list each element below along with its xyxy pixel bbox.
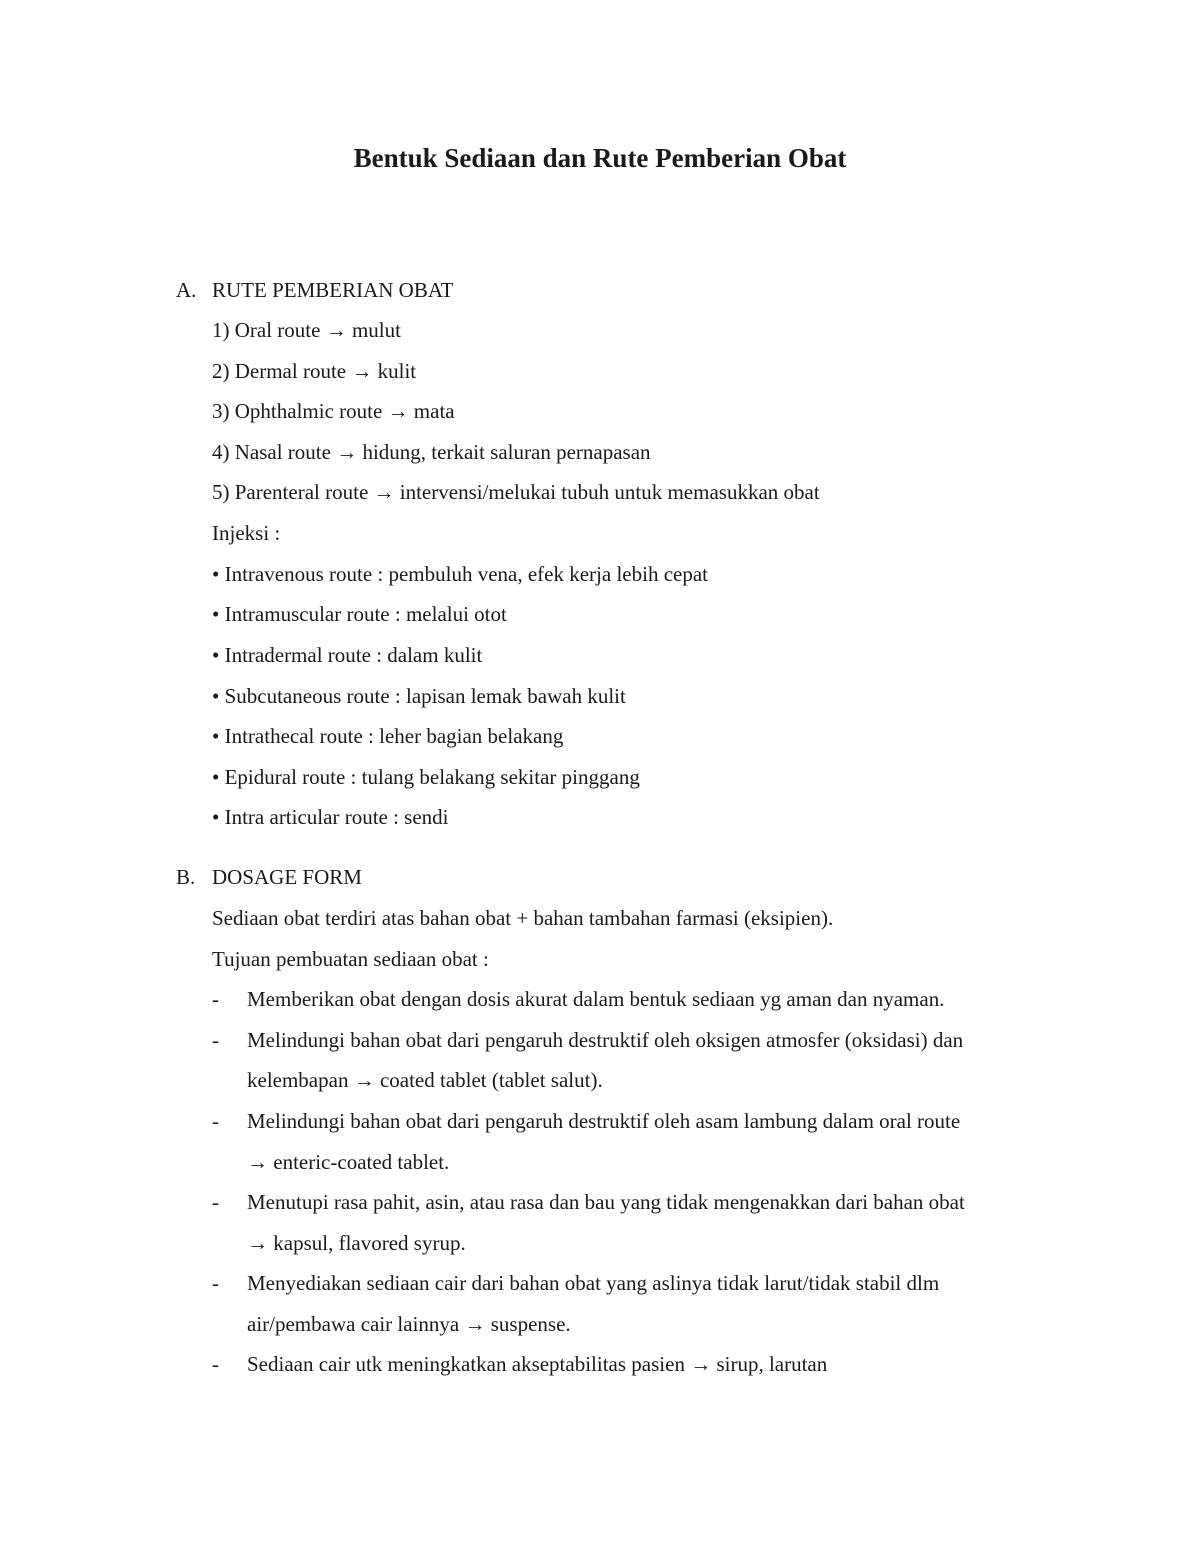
injeksi-item: • Epidural route : tulang belakang sekitar pinggang — [212, 765, 640, 789]
injeksi-label: Injeksi : — [212, 521, 281, 545]
dash-marker: - — [212, 1352, 219, 1376]
dash-marker: - — [212, 1190, 219, 1214]
route-item: 1) Oral route → mulut — [212, 318, 401, 342]
purpose-item: Melindungi bahan obat dari pengaruh destruktif oleh oksigen atmosfer (oksidasi) dan — [247, 1028, 964, 1052]
dash-marker: - — [212, 1271, 219, 1295]
section-a-letter: A. — [176, 278, 197, 302]
purpose-item: Menutupi rasa pahit, asin, atau rasa dan bau yang tidak mengenakkan dari bahan obat — [247, 1190, 965, 1214]
purpose-item-continuation: → kapsul, flavored syrup. — [247, 1231, 466, 1255]
injeksi-item: • Intravenous route : pembuluh vena, efek kerja lebih cepat — [212, 562, 708, 586]
purpose-item: Melindungi bahan obat dari pengaruh destruktif oleh asam lambung dalam oral route — [247, 1109, 961, 1133]
injeksi-item: • Intrathecal route : leher bagian belakang — [212, 724, 564, 748]
dosage-intro: Sediaan obat terdiri atas bahan obat + bahan tambahan farmasi (eksipien). — [212, 906, 834, 930]
purpose-item: Menyediakan sediaan cair dari bahan obat yang aslinya tidak larut/tidak stabil dlm — [247, 1271, 940, 1295]
purpose-item: Sediaan cair utk meningkatkan akseptabilitas pasien → sirup, larutan — [247, 1352, 828, 1376]
page-title: Bentuk Sediaan dan Rute Pemberian Obat — [353, 143, 847, 173]
injeksi-item: • Subcutaneous route : lapisan lemak bawah kulit — [212, 684, 626, 708]
section-b-letter: B. — [176, 865, 196, 889]
dash-marker: - — [212, 1109, 219, 1133]
dash-marker: - — [212, 1028, 219, 1052]
route-item: 3) Ophthalmic route → mata — [212, 399, 455, 423]
section-a-heading: RUTE PEMBERIAN OBAT — [212, 278, 454, 302]
purpose-item: Memberikan obat dengan dosis akurat dalam bentuk sediaan yg aman dan nyaman. — [247, 987, 945, 1011]
injeksi-item: • Intradermal route : dalam kulit — [212, 643, 483, 667]
purpose-item-continuation: → enteric-coated tablet. — [247, 1150, 450, 1174]
route-item: 2) Dermal route → kulit — [212, 359, 417, 383]
purpose-item-continuation: air/pembawa cair lainnya → suspense. — [247, 1312, 571, 1336]
purpose-label: Tujuan pembuatan sediaan obat : — [212, 947, 489, 971]
injeksi-item: • Intramuscular route : melalui otot — [212, 602, 507, 626]
dash-marker: - — [212, 987, 219, 1011]
route-item: 4) Nasal route → hidung, terkait saluran pernapasan — [212, 440, 651, 464]
section-b-heading: DOSAGE FORM — [212, 865, 362, 889]
route-item: 5) Parenteral route → intervensi/melukai tubuh untuk memasukkan obat — [212, 480, 820, 504]
injeksi-item: • Intra articular route : sendi — [212, 805, 449, 829]
purpose-item-continuation: kelembapan → coated tablet (tablet salut). — [247, 1068, 603, 1092]
